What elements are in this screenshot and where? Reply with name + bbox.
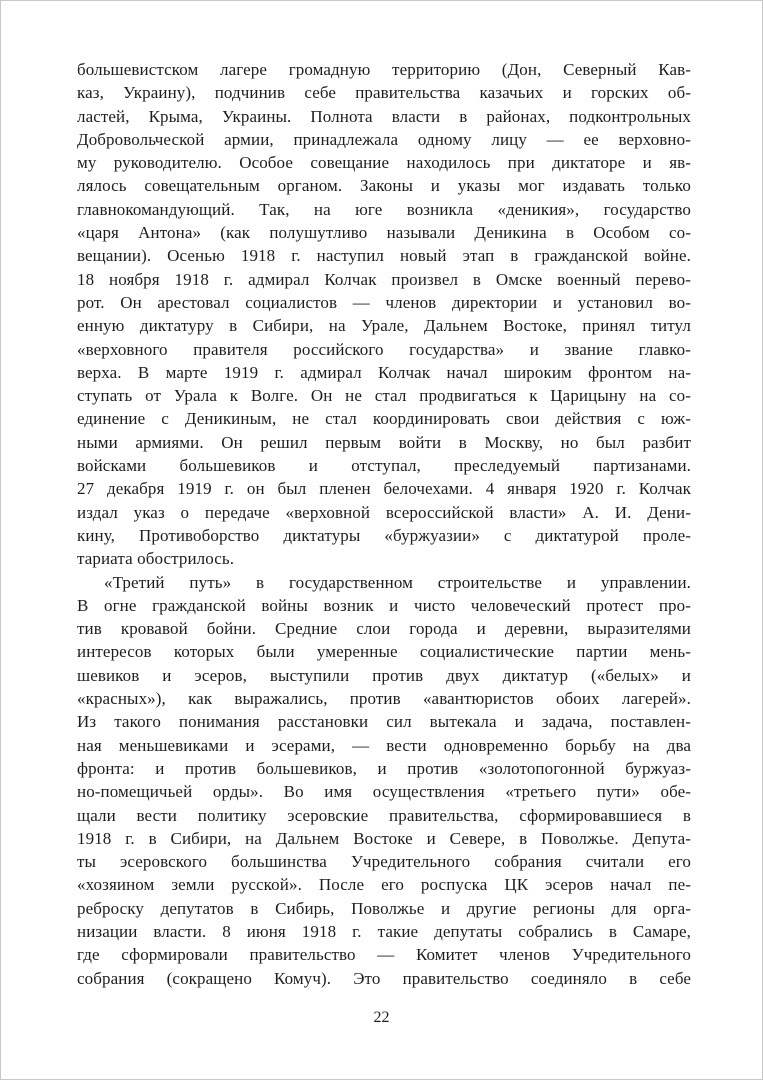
text-line: низации власти. 8 июня 1918 г. такие депутаты собрались в Самаре, <box>77 921 691 941</box>
text-line: большевистском лагере громадную территорию (Дон, Северный Кав- <box>77 60 691 79</box>
text-line: интересов которых были умеренные социалистические партии мень- <box>77 642 691 662</box>
text-line: ная меньшевиками и эсерами, — вести одновременно борьбу на два <box>77 735 691 755</box>
text-line: щали вести политику эсеровские правительства, сформировавшиеся в <box>77 805 691 825</box>
text-line: тариата обострилось. <box>77 549 235 569</box>
text-line: издал указ о передаче «верховной всероссийской власти» А. И. Дени- <box>77 502 691 522</box>
text-line: кину, Противоборство диктатуры «буржуазии» с диктатурой проле- <box>77 525 691 545</box>
text-line: енную диктатуру в Сибири, на Урале, Дальнем Востоке, принял титул <box>77 316 691 336</box>
text-line: «хозяином земли русской». После его роспуска ЦК эсеров начал пе- <box>77 875 691 895</box>
text-line: «верховного правителя российского государства» и звание главко- <box>77 339 691 359</box>
text-block <box>77 58 691 990</box>
text-line: Добровольческой армии, принадлежала одному лицу — ее верховно- <box>77 129 691 149</box>
text-line: реброску депутатов в Сибирь, Поволжье и другие регионы для орга- <box>77 898 691 918</box>
text-line: «Третий путь» в государственном строительстве и управлении. <box>104 572 691 592</box>
text-line: му руководителю. Особое совещание находилось при диктаторе и яв- <box>77 153 691 173</box>
text-line: собрания (сокращено Комуч). Это правительство соединяло в себе <box>77 968 691 988</box>
text-line: войсками большевиков и отступал, преследуемый партизанами. <box>77 456 691 476</box>
text-line: тив кровавой бойни. Средние слои города и деревни, выразителями <box>77 619 691 639</box>
text-line: В огне гражданской войны возник и чисто человеческий протест про- <box>77 595 691 615</box>
text-line: единение с Деникиным, не стал координировать свои действия с юж- <box>77 409 691 429</box>
text-line: 1918 г. в Сибири, на Дальнем Востоке и Севере, в Поволжье. Депута- <box>77 828 691 848</box>
paragraph <box>77 571 691 990</box>
text-line: шевиков и эсеров, выступили против двух диктатур («белых» и <box>77 665 691 685</box>
text-line: вещании). Осенью 1918 г. наступил новый этап в гражданской войне. <box>77 246 691 266</box>
text-line: но-помещичьей орды». Во имя осуществления «третьего пути» обе- <box>77 782 691 802</box>
page-number: 22 <box>373 1009 390 1026</box>
text-line: рот. Он арестовал социалистов — членов директории и установил во- <box>77 292 691 312</box>
text-line: 27 декабря 1919 г. он был пленен белочехами. 4 января 1920 г. Колчак <box>77 479 691 499</box>
text-line: «царя Антона» (как полушутливо называли Деникина в Особом со- <box>77 223 691 243</box>
text-line: каз, Украину), подчинив себе правительства казачьих и горских об- <box>77 83 691 103</box>
text-line: где сформировали правительство — Комитет членов Учредительного <box>77 945 691 965</box>
text-line: фронта: и против большевиков, и против «золотопогонной буржуаз- <box>77 758 691 778</box>
paragraph <box>77 58 691 571</box>
text-line: верха. В марте 1919 г. адмирал Колчак начал широким фронтом на- <box>77 362 691 382</box>
text-line: Из такого понимания расстановки сил вытекала и задача, поставлен- <box>77 712 691 732</box>
text-line: ступать от Урала к Волге. Он не стал продвигаться к Царицыну на со- <box>77 386 691 406</box>
text-line: ластей, Крыма, Украины. Полнота власти в районах, подконтрольных <box>77 106 691 126</box>
text-line: «красных»), как выражались, против «авантюристов обоих лагерей». <box>77 689 691 709</box>
text-line: главнокомандующий. Так, на юге возникла «деникия», государство <box>77 199 691 219</box>
text-line: 18 ноября 1918 г. адмирал Колчак произвел в Омске военный перево- <box>77 269 691 289</box>
text-line: лялось совещательным органом. Законы и указы мог издавать только <box>77 176 691 196</box>
text-line: ты эсеровского большинства Учредительного собрания считали его <box>77 852 691 872</box>
text-line: ными армиями. Он решил первым войти в Москву, но был разбит <box>77 432 691 452</box>
